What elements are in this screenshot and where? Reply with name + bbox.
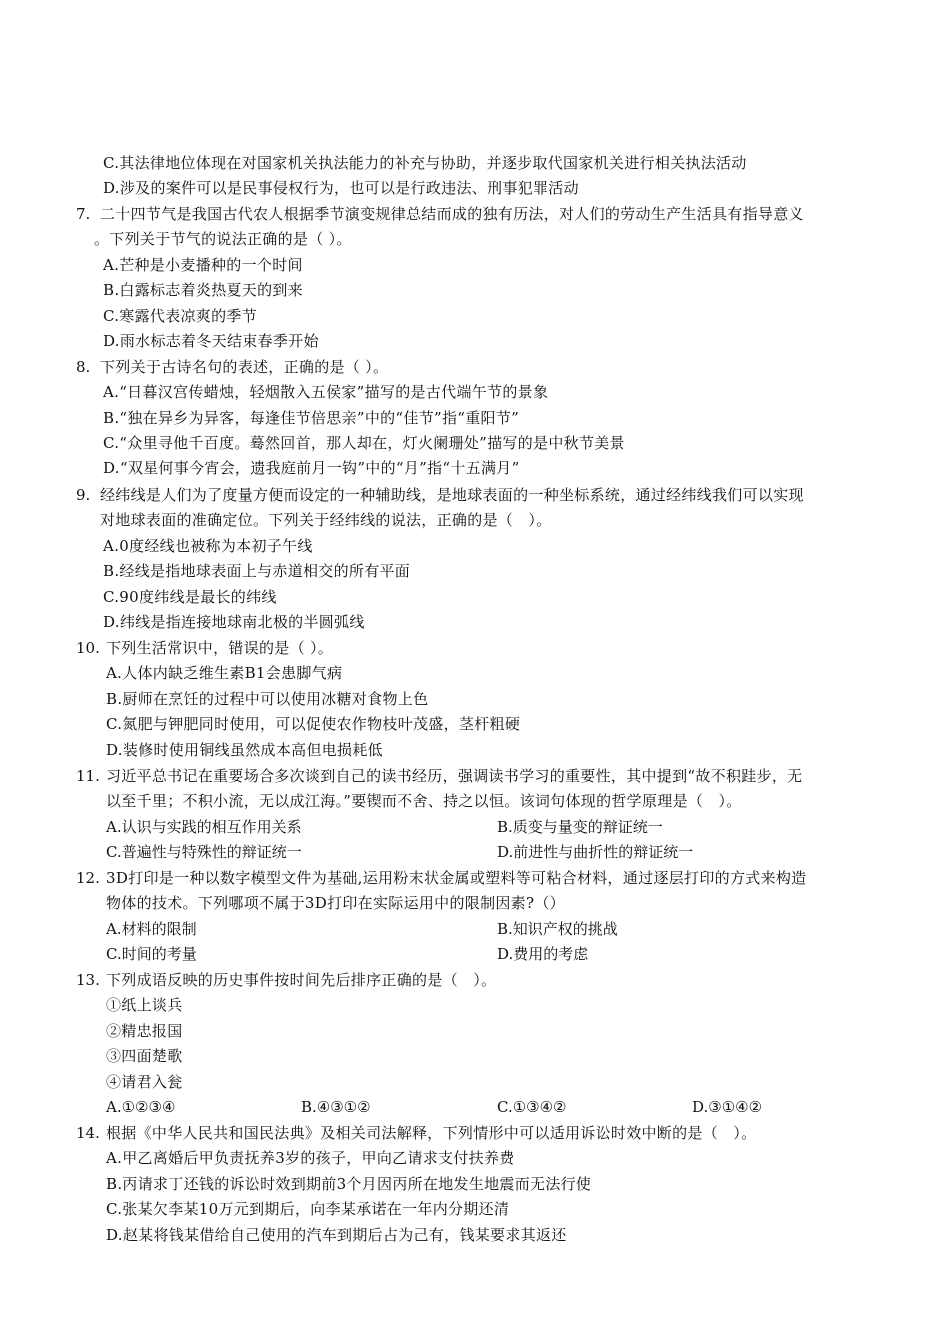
question-9-stem: 经纬线是人们为了度量方便而设定的一种辅助线，是地球表面的一种坐标系统，通过经纬线我们可以实现 [100, 486, 804, 504]
question-10-stem: 下列生活常识中，错误的是（ ）。 [106, 639, 334, 657]
question-10-option-c: C.氮肥与钾肥同时使用，可以促使农作物枝叶茂盛，茎杆粗硬 [106, 715, 521, 733]
question-13-item-4: ④请君入瓮 [106, 1073, 183, 1091]
question-12-option-d: D.费用的考虑 [497, 945, 589, 963]
question-9-option-d: D.纬线是指连接地球南北极的半圆弧线 [103, 613, 365, 631]
prev-option-c: C.其法律地位体现在对国家机关执法能力的补充与协助，并逐步取代国家机关进行相关执法活动 [103, 154, 747, 172]
question-13-number: 13. [76, 971, 100, 989]
question-11-stem-cont: 以至千里；不积小流，无以成江海。”要锲而不舍、持之以恒。该词句体现的哲学原理是（ ）。 [106, 792, 742, 810]
question-9-option-b: B.经线是指地球表面上与赤道相交的所有平面 [103, 562, 411, 580]
prev-option-d: D.涉及的案件可以是民事侵权行为，也可以是行政违法、刑事犯罪活动 [103, 179, 579, 197]
question-14-option-d: D.赵某将钱某借给自己使用的汽车到期后占为己有，钱某要求其返还 [106, 1226, 567, 1244]
question-12-option-c: C.时间的考量 [106, 945, 197, 963]
question-12-option-b: B.知识产权的挑战 [497, 920, 618, 938]
question-8-option-b: B.“独在异乡为异客，每逢佳节倍思亲”中的“佳节”指“重阳节” [103, 409, 520, 427]
question-7-option-b: B.白露标志着炎热夏天的到来 [103, 281, 303, 299]
question-9-stem-cont: 对地球表面的准确定位。下列关于经纬线的说法，正确的是（ ）。 [100, 511, 552, 529]
question-7-stem-cont: 。下列关于节气的说法正确的是（ ）。 [94, 230, 352, 248]
question-13-option-a: A.①②③④ [106, 1098, 176, 1116]
question-9-number: 9. [76, 486, 91, 504]
question-10-number: 10. [76, 639, 100, 657]
question-14-option-b: B.丙请求丁还钱的诉讼时效到期前3个月因丙所在地发生地震而无法行使 [106, 1175, 592, 1193]
question-14-stem: 根据《中华人民共和国民法典》及相关司法解释，下列情形中可以适用诉讼时效中断的是（ ）。 [106, 1124, 757, 1142]
question-11-option-b: B.质变与量变的辩证统一 [497, 818, 663, 836]
question-13-item-3: ③四面楚歌 [106, 1047, 183, 1065]
question-13-option-c: C.①③④② [497, 1098, 567, 1116]
question-13-item-2: ②精忠报国 [106, 1022, 183, 1040]
question-8-option-a: A.“日暮汉宫传蜡烛，轻烟散入五侯家”描写的是古代端午节的景象 [103, 383, 549, 401]
question-13-item-1: ①纸上谈兵 [106, 996, 183, 1014]
question-13-option-b: B.④③①② [301, 1098, 371, 1116]
question-7-option-c: C.寒露代表凉爽的季节 [103, 307, 258, 325]
question-13-option-d: D.③①④② [692, 1098, 763, 1116]
question-11-option-d: D.前进性与曲折性的辩证统一 [497, 843, 694, 861]
question-7-option-d: D.雨水标志着冬天结束春季开始 [103, 332, 319, 350]
question-7-stem: 二十四节气是我国古代农人根据季节演变规律总结而成的独有历法，对人们的劳动生产生活具有指导意义 [100, 205, 804, 223]
question-14-option-a: A.甲乙离婚后甲负责抚养3岁的孩子，甲向乙请求支付扶养费 [106, 1149, 515, 1167]
question-11-option-a: A.认识与实践的相互作用关系 [106, 818, 302, 836]
question-14-number: 14. [76, 1124, 100, 1142]
question-13-stem: 下列成语反映的历史事件按时间先后排序正确的是（ ）。 [106, 971, 497, 989]
question-11-option-c: C.普遍性与特殊性的辩证统一 [106, 843, 302, 861]
question-12-stem: 3D打印是一种以数字模型文件为基础,运用粉末状金属或塑料等可粘合材料，通过逐层打印的方式来构造 [106, 869, 807, 887]
question-7-number: 7. [76, 205, 91, 223]
question-9-option-c: C.90度纬线是最长的纬线 [103, 588, 277, 606]
question-8-stem: 下列关于古诗名句的表述，正确的是（ ）。 [100, 358, 389, 376]
question-10-option-a: A.人体内缺乏维生素B1会患脚气病 [106, 664, 343, 682]
question-8-option-d: D.“双星何事今宵会，遗我庭前月一钩”中的“月”指“十五满月” [103, 459, 520, 477]
question-11-stem: 习近平总书记在重要场合多次谈到自己的读书经历，强调读书学习的重要性，其中提到“故不积跬步，无 [106, 767, 803, 785]
question-8-option-c: C.“众里寻他千百度。蓦然回首，那人却在，灯火阑珊处”描写的是中秋节美景 [103, 434, 625, 452]
question-14-option-c: C.张某欠李某10万元到期后，向李某承诺在一年内分期还清 [106, 1200, 510, 1218]
question-12-number: 12. [76, 869, 100, 887]
question-11-number: 11. [76, 767, 100, 785]
question-9-option-a: A.0度经线也被称为本初子午线 [103, 537, 313, 555]
question-8-number: 8. [76, 358, 91, 376]
question-10-option-d: D.装修时使用铜线虽然成本高但电损耗低 [106, 741, 383, 759]
question-12-stem-cont: 物体的技术。下列哪项不属于3D打印在实际运用中的限制因素?（） [106, 894, 565, 912]
question-7-option-a: A.芒种是小麦播种的一个时间 [103, 256, 303, 274]
question-12-option-a: A.材料的限制 [106, 920, 197, 938]
question-10-option-b: B.厨师在烹饪的过程中可以使用冰糖对食物上色 [106, 690, 429, 708]
